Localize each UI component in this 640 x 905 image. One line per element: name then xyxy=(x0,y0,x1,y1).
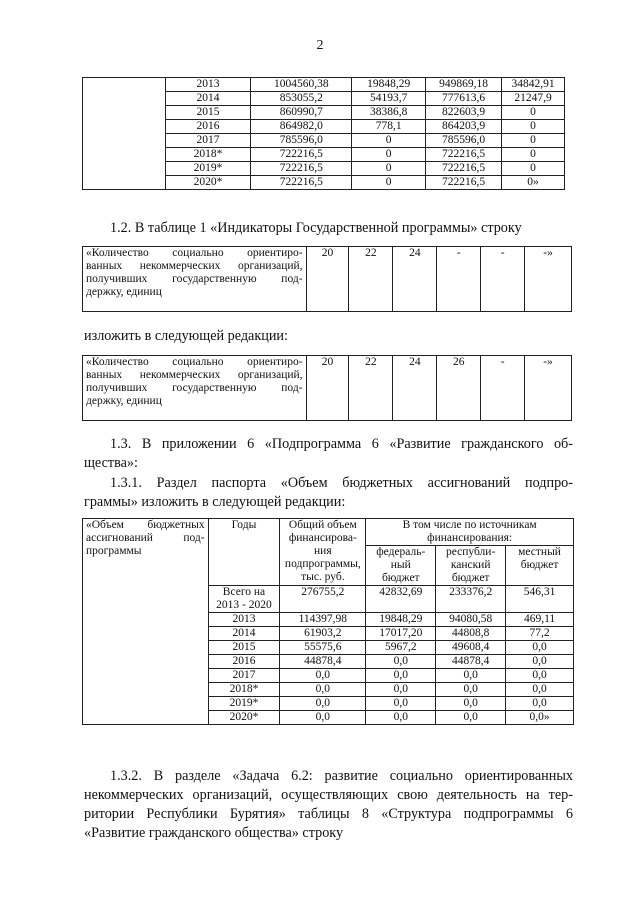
indicator-value-cell: 22 xyxy=(349,247,393,312)
cell-year: 2016 xyxy=(165,120,251,134)
cell-republic: 44878,4 xyxy=(436,655,506,669)
cell-total: 0,0 xyxy=(280,683,366,697)
cell-federal: 0 xyxy=(352,176,426,190)
cell-federal: 42832,69 xyxy=(366,586,436,613)
paragraph-1-2: 1.2. В таблице 1 «Индикаторы Государственной программы» строку xyxy=(110,220,522,236)
indicator-row xyxy=(83,247,572,312)
header-sources xyxy=(366,519,574,546)
cell-republic: 49608,4 xyxy=(436,641,506,655)
cell-line: получивших государственную под- xyxy=(86,273,303,285)
cell-local: 0,0 xyxy=(506,655,574,669)
cell-local: 0 xyxy=(502,148,565,162)
cell-local: 34842,91 xyxy=(502,78,565,92)
cell-line: финансирова- xyxy=(288,532,357,544)
cell-year: 2014 xyxy=(165,92,251,106)
cell-year: 2020* xyxy=(165,176,251,190)
cell-federal: 38386,8 xyxy=(352,106,426,120)
page-number: 2 xyxy=(316,38,324,53)
cell-line: ванных некоммерческих организаций, xyxy=(86,369,303,381)
cell-total: 0,0 xyxy=(280,669,366,683)
indicator-value-cell: 20 xyxy=(306,356,349,421)
cell-local: 21247,9 xyxy=(502,92,565,106)
indicator-value-cell: - xyxy=(437,247,481,312)
cell-federal: 19848,29 xyxy=(352,78,426,92)
cell-republic: 233376,2 xyxy=(436,586,506,613)
cell-total: 114397,98 xyxy=(280,613,366,627)
cell-republic: 777613,6 xyxy=(426,92,502,106)
cell-republic: 785596,0 xyxy=(426,134,502,148)
cell-year: 2015 xyxy=(165,106,251,120)
cell-line: федераль- xyxy=(376,546,426,558)
cell-line: республи- xyxy=(446,546,496,558)
indicator-value-cell: - xyxy=(481,247,525,312)
header-local xyxy=(506,546,574,586)
cell-local: 0» xyxy=(502,176,565,190)
cell-year: 2014 xyxy=(208,627,280,641)
cell-line: местный xyxy=(518,546,561,558)
indicator-value-cell: -» xyxy=(525,356,572,421)
cell-total: 722216,5 xyxy=(251,162,352,176)
empty-label-cell xyxy=(83,78,166,190)
cell-total: 55575,6 xyxy=(280,641,366,655)
cell-line: ассигнований под- xyxy=(86,532,205,544)
cell-total: 722216,5 xyxy=(251,148,352,162)
cell-line: ный xyxy=(390,559,411,571)
cell-federal: 5967,2 xyxy=(366,641,436,655)
paragraph-1-3-line2: щества»: xyxy=(84,455,138,471)
cell-year: 2017 xyxy=(165,134,251,148)
cell-local: 0 xyxy=(502,106,565,120)
cell-line: тыс. руб. xyxy=(301,571,345,583)
cell-line: программы xyxy=(86,545,142,557)
cell-line: подпрограммы, xyxy=(284,558,361,570)
cell-line: «Объем бюджетных xyxy=(86,519,205,531)
cell-federal: 778,1 xyxy=(352,120,426,134)
cell-federal: 0,0 xyxy=(366,683,436,697)
paragraph-1-3-2-line: 1.3.2. В разделе «Задача 6.2: развитие социально ориентированных xyxy=(110,768,573,784)
cell-federal: 17017,20 xyxy=(366,627,436,641)
cell-republic: 0,0 xyxy=(436,669,506,683)
cell-year: 2018* xyxy=(165,148,251,162)
cell-republic: 949869,18 xyxy=(426,78,502,92)
cell-republic: 722216,5 xyxy=(426,176,502,190)
indicator-label-cell xyxy=(83,247,307,312)
cell-line: 2013 - 2020 xyxy=(216,599,272,611)
cell-federal: 0,0 xyxy=(366,655,436,669)
cell-total: 860990,7 xyxy=(251,106,352,120)
paragraph-1-3-2-line: ритории Республики Бурятия» таблицы 8 «Структура подпрограммы 6 xyxy=(84,806,573,822)
indicator-value-cell: 26 xyxy=(437,356,481,421)
cell-republic: 0,0 xyxy=(436,683,506,697)
paragraph-1-3-2-line: «Развитие гражданского общества» строку xyxy=(84,825,344,841)
header-federal xyxy=(366,546,436,586)
cell-year: 2020* xyxy=(208,711,280,725)
subprogram-label-cell xyxy=(83,519,209,725)
cell-year: 2013 xyxy=(208,613,280,627)
indicator-value-cell: 20 xyxy=(306,247,349,312)
cell-line: финансирования: xyxy=(427,532,513,544)
cell-line: ния xyxy=(314,545,332,557)
cell-republic: 0,0 xyxy=(436,711,506,725)
table-subprogram-budget xyxy=(82,518,574,725)
cell-total: 0,0 xyxy=(280,697,366,711)
table-indicator-new xyxy=(82,355,572,421)
cell-local: 0,0 xyxy=(506,641,574,655)
cell-year: 2015 xyxy=(208,641,280,655)
table-header-row xyxy=(83,519,574,546)
cell-year: 2019* xyxy=(165,162,251,176)
cell-local: 469,11 xyxy=(506,613,574,627)
cell-year: 2017 xyxy=(208,669,280,683)
cell-federal: 0 xyxy=(352,148,426,162)
indicator-label-cell xyxy=(83,356,307,421)
cell-line: получивших государственную под- xyxy=(86,382,303,394)
header-years: Годы xyxy=(208,519,280,586)
indicator-value-cell: - xyxy=(481,356,525,421)
cell-line: бюджет xyxy=(381,572,420,584)
cell-federal: 0 xyxy=(352,162,426,176)
cell-line: держку, единиц xyxy=(86,395,162,407)
cell-local: 0 xyxy=(502,134,565,148)
cell-line: держку, единиц xyxy=(86,286,162,298)
cell-federal: 54193,7 xyxy=(352,92,426,106)
paragraph-1-3-line1: 1.3. В приложении 6 «Подпрограмма 6 «Развитие гражданского об- xyxy=(110,436,573,452)
cell-federal: 0,0 xyxy=(366,669,436,683)
cell-local: 546,31 xyxy=(506,586,574,613)
indicator-value-cell: 24 xyxy=(393,247,437,312)
cell-local: 0 xyxy=(502,120,565,134)
indicator-value-cell: 22 xyxy=(349,356,393,421)
cell-republic: 0,0 xyxy=(436,697,506,711)
cell-total: 61903,2 xyxy=(280,627,366,641)
cell-total: 276755,2 xyxy=(280,586,366,613)
cell-republic: 864203,9 xyxy=(426,120,502,134)
cell-republic: 94080,58 xyxy=(436,613,506,627)
cell-local: 0,0» xyxy=(506,711,574,725)
table-row xyxy=(83,78,565,92)
cell-local: 0,0 xyxy=(506,683,574,697)
cell-federal: 0,0 xyxy=(366,697,436,711)
cell-total: 1004560,38 xyxy=(251,78,352,92)
cell-line: Общий объем xyxy=(288,519,357,531)
cell-local: 0,0 xyxy=(506,669,574,683)
cell-line: «Количество социально ориентиро- xyxy=(86,356,303,368)
cell-total: 44878,4 xyxy=(280,655,366,669)
cell-year-total xyxy=(208,586,280,613)
indicator-value-cell: 24 xyxy=(393,356,437,421)
table-indicator-old xyxy=(82,246,572,312)
cell-republic: 722216,5 xyxy=(426,148,502,162)
cell-republic: 722216,5 xyxy=(426,162,502,176)
cell-year: 2013 xyxy=(165,78,251,92)
cell-local: 0,0 xyxy=(506,697,574,711)
cell-total: 722216,5 xyxy=(251,176,352,190)
cell-total: 785596,0 xyxy=(251,134,352,148)
indicator-value-cell: -» xyxy=(525,247,572,312)
paragraph-1-3-1-line1: 1.3.1. Раздел паспорта «Объем бюджетных ассигнований подпро- xyxy=(110,475,573,491)
cell-year: 2016 xyxy=(208,655,280,669)
cell-line: В том числе по источникам xyxy=(402,519,537,531)
cell-line: канский xyxy=(450,559,491,571)
cell-local: 77,2 xyxy=(506,627,574,641)
indicator-row xyxy=(83,356,572,421)
cell-federal: 0,0 xyxy=(366,711,436,725)
cell-year: 2018* xyxy=(208,683,280,697)
cell-total: 853055,2 xyxy=(251,92,352,106)
cell-line: бюджет xyxy=(520,559,559,571)
paragraph-1-3-2-line: некоммерческих организаций, осуществляющих свою деятельность на тер- xyxy=(84,787,573,803)
cell-federal: 0 xyxy=(352,134,426,148)
header-total xyxy=(280,519,366,586)
table-financing-continuation xyxy=(82,77,565,190)
cell-line: Всего на xyxy=(222,586,266,598)
paragraph-replace: изложить в следующей редакции: xyxy=(84,328,288,344)
cell-local: 0 xyxy=(502,162,565,176)
cell-republic: 44808,8 xyxy=(436,627,506,641)
cell-total: 0,0 xyxy=(280,711,366,725)
cell-line: бюджет xyxy=(451,572,490,584)
cell-line: ванных некоммерческих организаций, xyxy=(86,260,303,272)
header-republic xyxy=(436,546,506,586)
cell-year: 2019* xyxy=(208,697,280,711)
cell-line: «Количество социально ориентиро- xyxy=(86,247,303,259)
paragraph-1-3-1-line2: граммы» изложить в следующей редакции: xyxy=(84,494,346,510)
cell-republic: 822603,9 xyxy=(426,106,502,120)
cell-federal: 19848,29 xyxy=(366,613,436,627)
cell-total: 864982,0 xyxy=(251,120,352,134)
